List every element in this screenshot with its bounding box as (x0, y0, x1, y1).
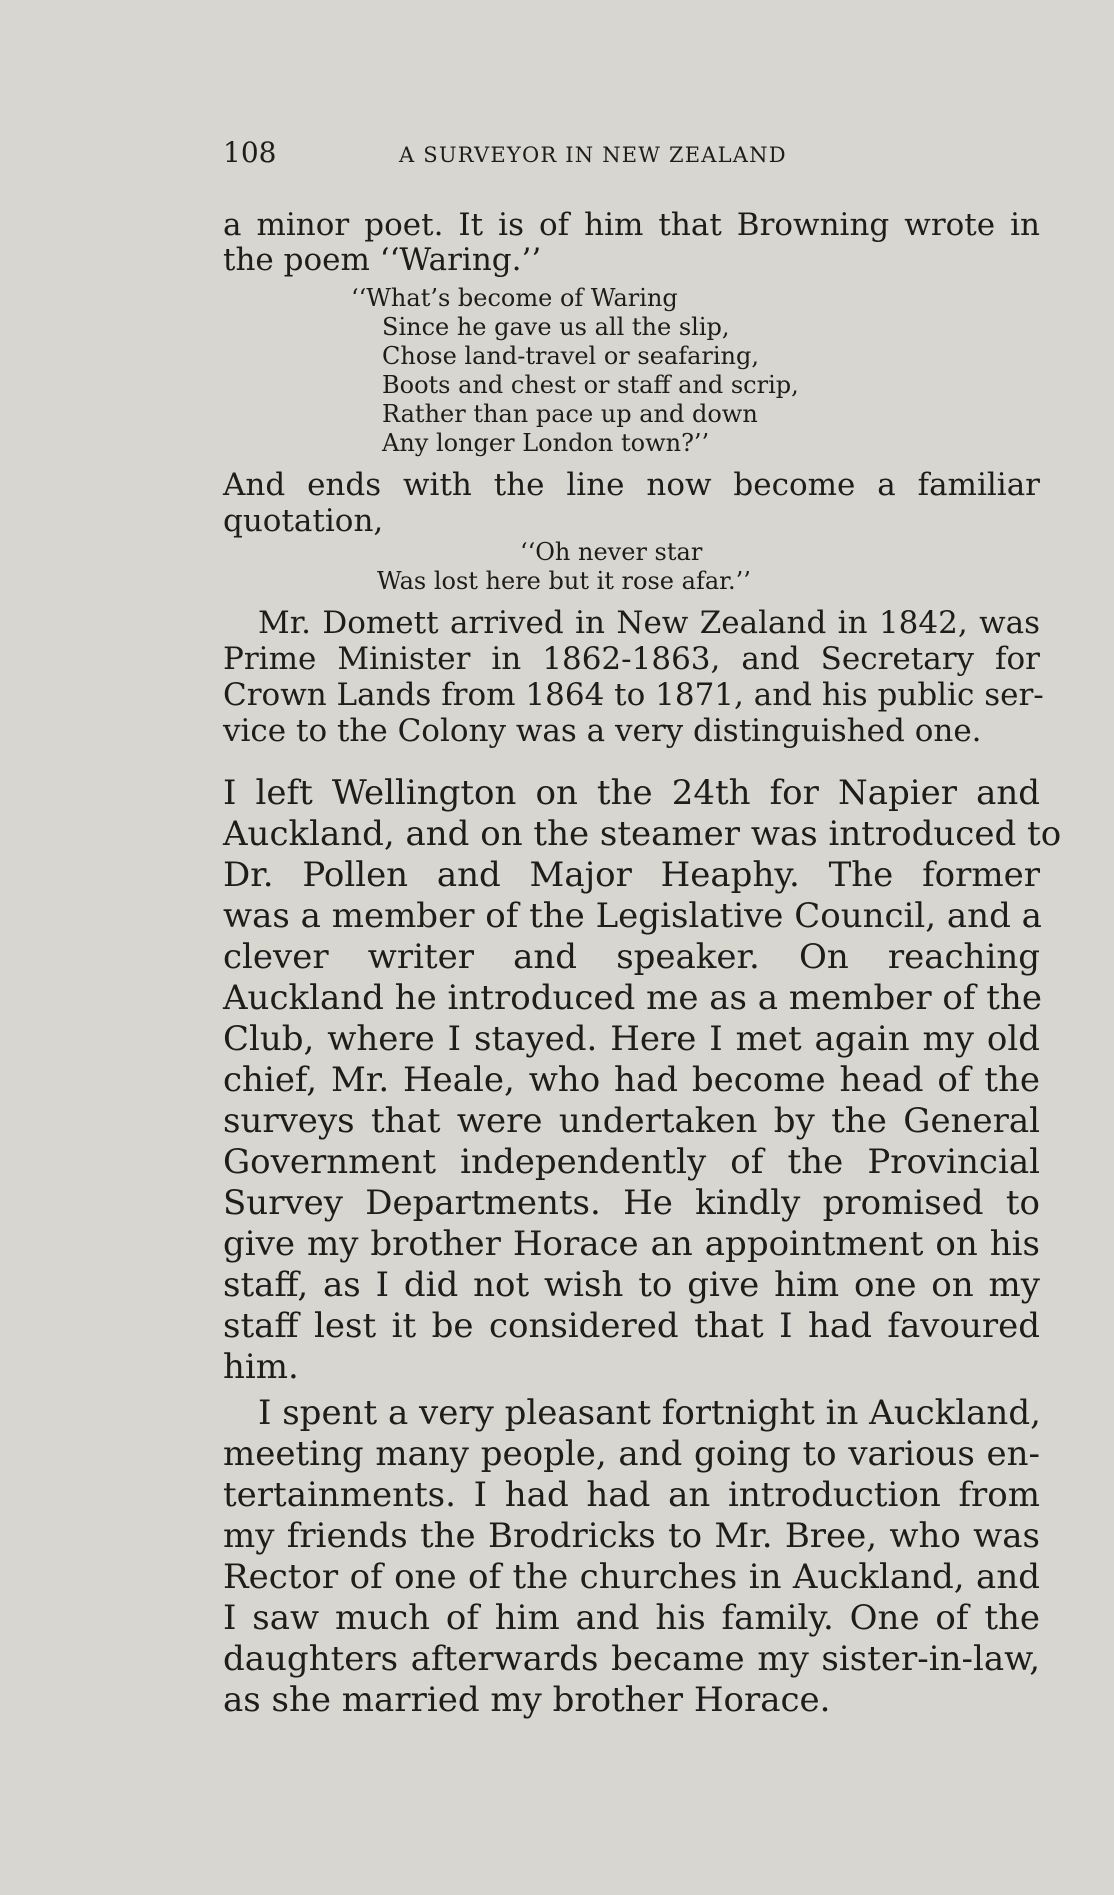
text-line: tertainments. I had had an introduction from (223, 1475, 1040, 1515)
text-line: daughters afterwards became my sister-in-law, (223, 1639, 1040, 1679)
text-line: Government independently of the Provincial (223, 1142, 1040, 1182)
text-line: staff lest it be considered that I had favoured (223, 1306, 1040, 1346)
text-line: I left Wellington on the 24th for Napier and (223, 773, 1040, 813)
verse-line: Was lost here but it rose afar.’’ (377, 567, 751, 595)
text-line: give my brother Horace an appointment on his (223, 1224, 1040, 1264)
text-line: staff, as I did not wish to give him one on my (223, 1265, 1040, 1305)
verse-line: ‘‘What’s become of Waring (351, 284, 678, 312)
text-line: Auckland he introduced me as a member of the (223, 978, 1042, 1018)
text-line: Club, where I stayed. Here I met again my old (223, 1019, 1040, 1059)
text-line: Dr. Pollen and Major Heaphy. The former (223, 855, 1040, 895)
text-line: I saw much of him and his family. One of the (223, 1598, 1040, 1638)
text-line: Mr. Domett arrived in New Zealand in 1842, was (258, 605, 1040, 641)
text-line: Rector of one of the churches in Auckland, and (223, 1557, 1040, 1597)
text-line: surveys that were undertaken by the General (223, 1101, 1040, 1141)
text-line: Prime Minister in 1862-1863, and Secretary for (223, 641, 1040, 677)
text-line: meeting many people, and going to various en- (223, 1434, 1040, 1474)
text-line: my friends the Brodricks to Mr. Bree, who was (223, 1516, 1040, 1556)
text-line: him. (223, 1347, 299, 1387)
verse-line: ‘‘Oh never star (520, 538, 703, 566)
text-line: a minor poet. It is of him that Browning wrote in (223, 207, 1040, 243)
running-title: A SURVEYOR IN NEW ZEALAND (399, 143, 787, 167)
verse-line: Since he gave us all the slip, (382, 313, 730, 341)
text-line: the poem ‘‘Waring.’’ (223, 242, 542, 278)
verse-line: Chose land-travel or seafaring, (382, 342, 759, 370)
page-number: 108 (223, 136, 277, 169)
text-line: Crown Lands from 1864 to 1871, and his public ser- (223, 677, 1044, 713)
text-line: Survey Departments. He kindly promised to (223, 1183, 1040, 1223)
text-line: Auckland, and on the steamer was introduced to (223, 814, 1062, 854)
text-line: clever writer and speaker. On reaching (223, 937, 1040, 977)
text-line: was a member of the Legislative Council, and a (223, 896, 1042, 936)
verse-line: Rather than pace up and down (382, 400, 758, 428)
text-line: I spent a very pleasant fortnight in Auckland, (258, 1393, 1041, 1433)
verse-line: Any longer London town?’’ (382, 429, 710, 457)
text-line: And ends with the line now become a familiar (223, 467, 1040, 503)
text-line: quotation, (223, 503, 384, 539)
verse-line: Boots and chest or staff and scrip, (382, 371, 799, 399)
text-line: vice to the Colony was a very distinguished one. (223, 713, 982, 749)
text-line: chief, Mr. Heale, who had become head of the (223, 1060, 1040, 1100)
text-line: as she married my brother Horace. (223, 1680, 831, 1720)
